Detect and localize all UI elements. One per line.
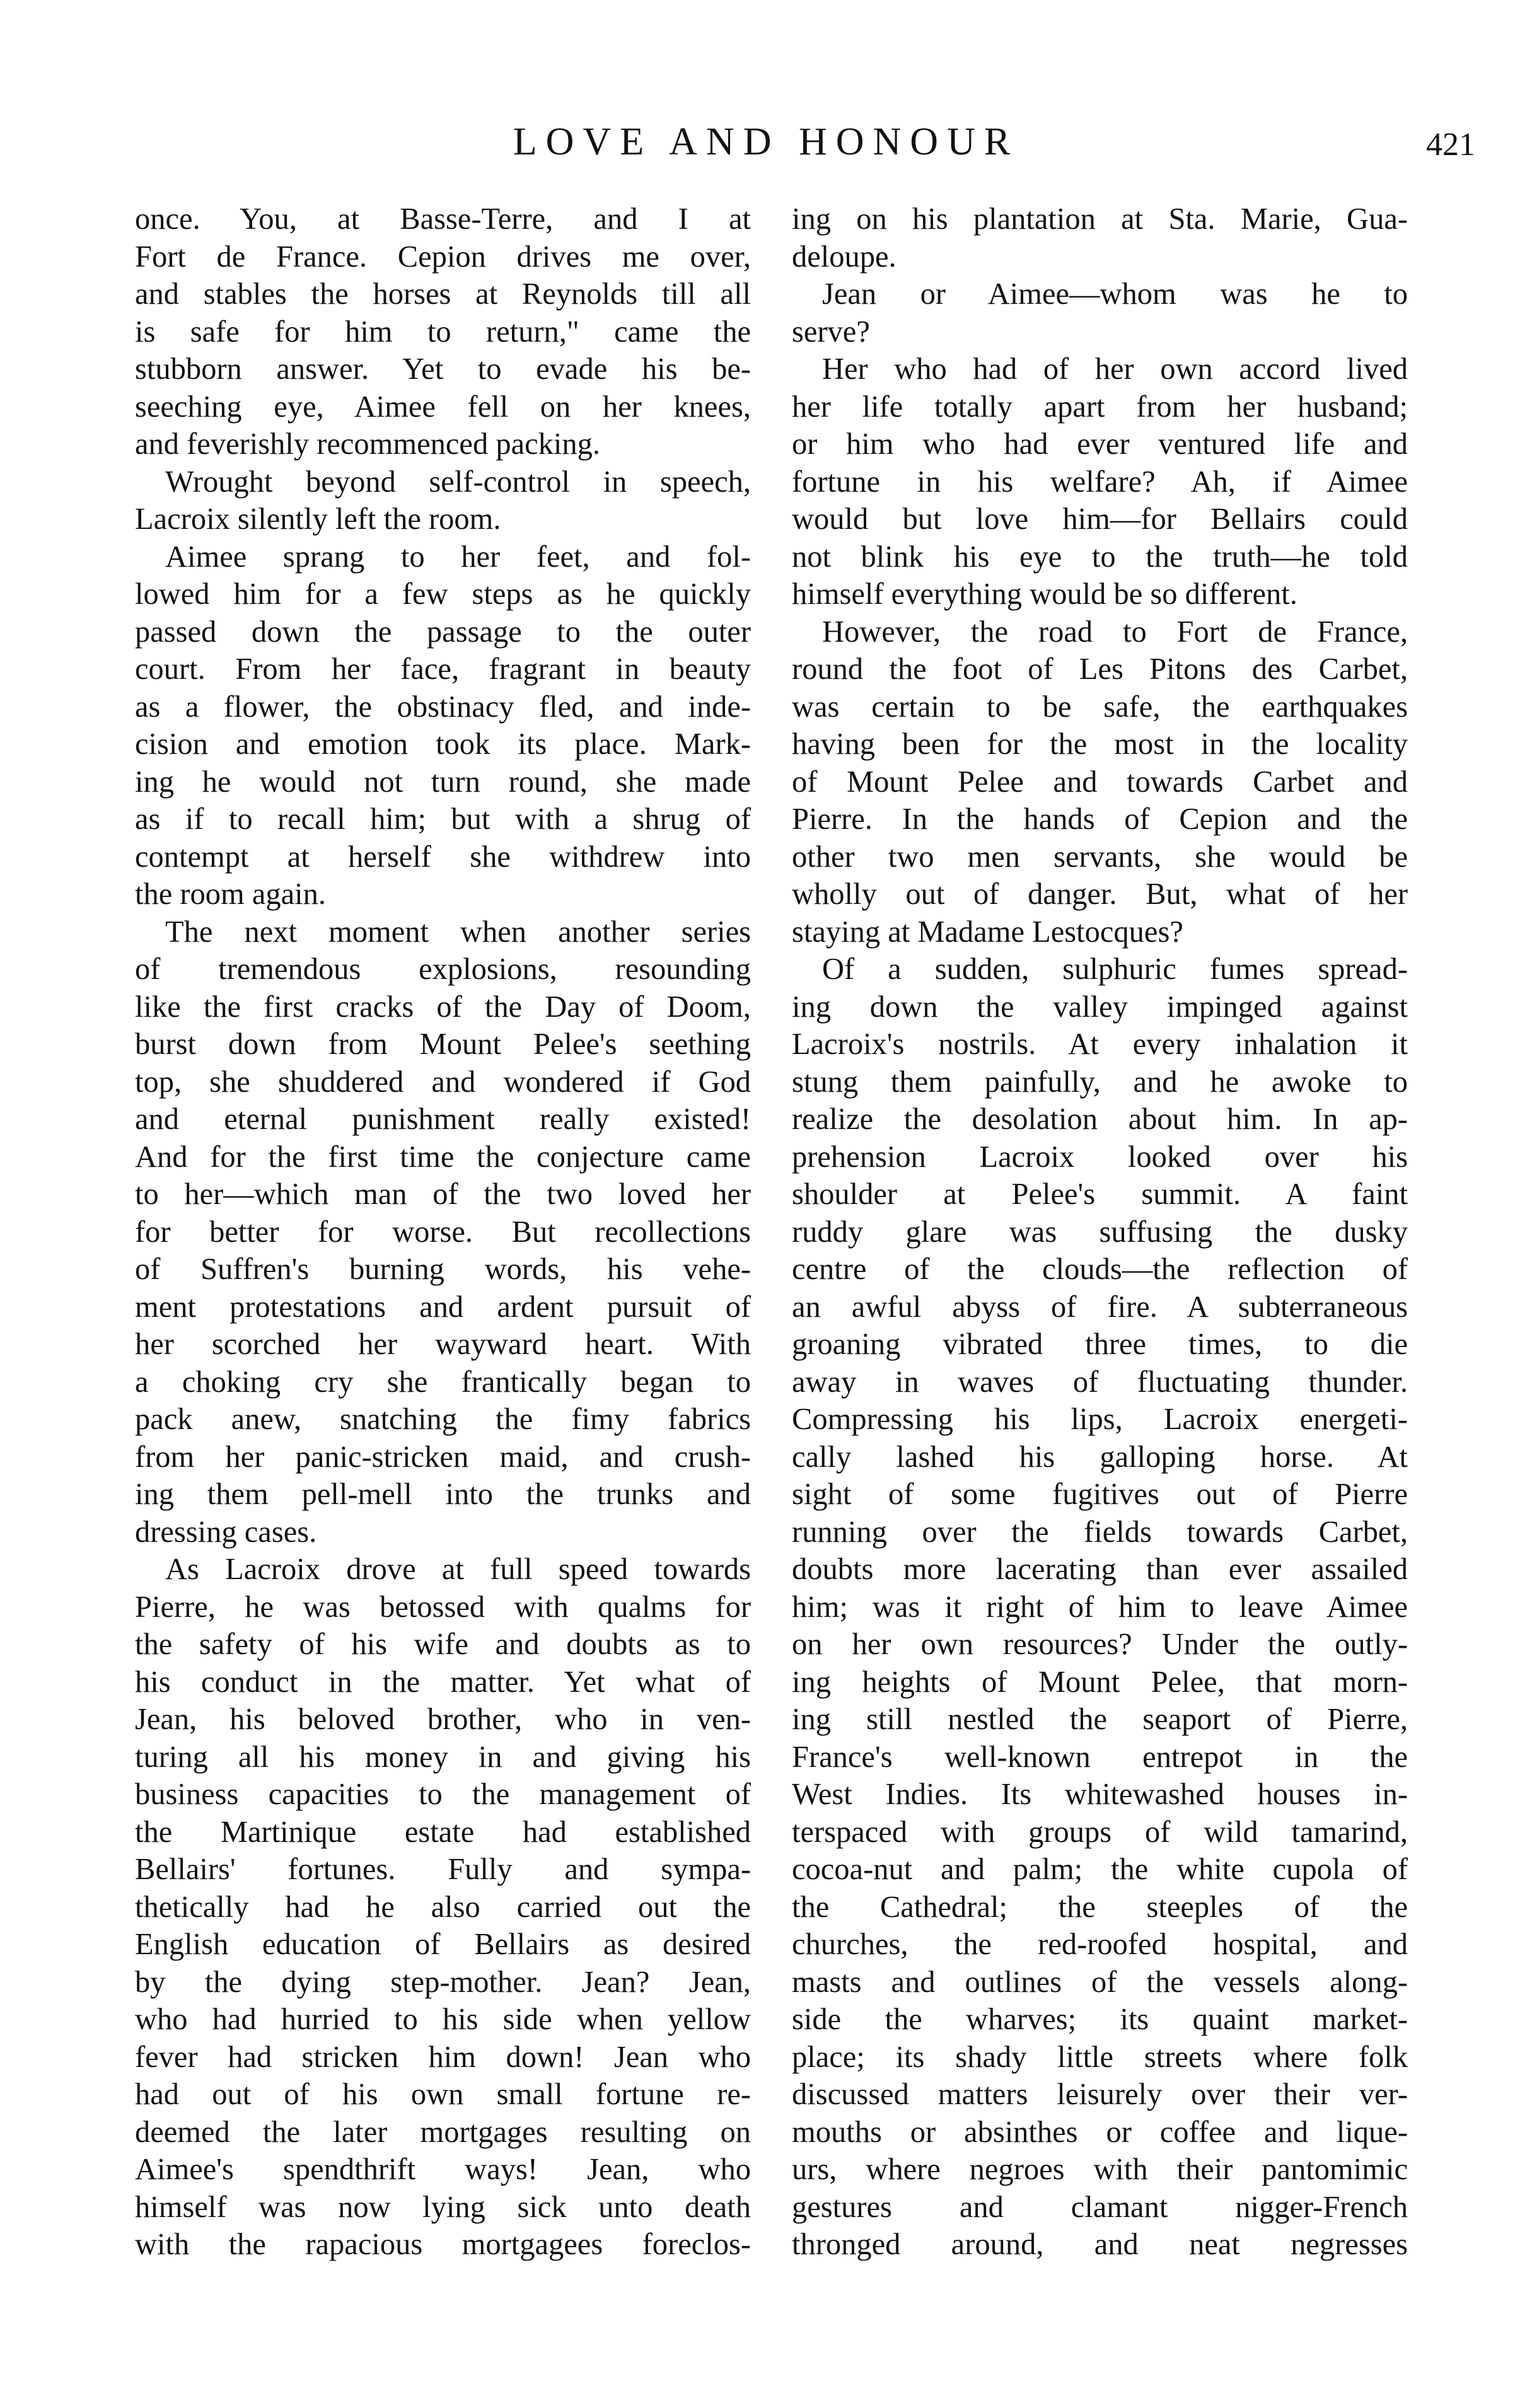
text-line: and eternal punishment really existed! [135,1103,751,1136]
text-line: English education of Bellairs as desired [135,1928,751,1961]
text-line: The next moment when another series [165,915,751,949]
text-line: seeching eye, Aimee fell on her knees, [135,390,751,424]
text-line: Jean, his beloved brother, who in ven- [135,1703,751,1736]
text-line: or him who had ever ventured life and [792,427,1408,461]
text-line: doubts more lacerating than ever assailed [792,1553,1408,1586]
text-line: masts and outlines of the vessels along- [792,1965,1408,1999]
text-line: gestures and clamant nigger-French [792,2190,1408,2224]
text-line: on her own resources? Under the outly- [792,1628,1408,1661]
text-line: sight of some fugitives out of Pierre [792,1478,1408,1511]
text-line: the Cathedral; the steeples of the [792,1890,1408,1924]
text-line: burst down from Mount Pelee's seething [135,1027,751,1061]
paragraph [135,913,751,1551]
text-line: thetically had he also carried out the [135,1890,751,1924]
text-line: who had hurried to his side when yellow [135,2003,751,2036]
text-line: Aimee sprang to her feet, and fol- [165,540,751,574]
text-line: the Martinique estate had established [135,1815,751,1849]
text-line: lowed him for a few steps as he quickly [135,577,751,611]
text-line: fortune in his welfare? Ah, if Aimee [792,465,1408,499]
paragraph [135,463,751,538]
text-line: mouths or absinthes or coffee and lique- [792,2115,1408,2149]
text-line: Compressing his lips, Lacroix energeti- [792,1403,1408,1436]
text-line: cally lashed his galloping horse. At [792,1440,1408,1474]
text-line: Wrought beyond self-control in speech, [165,465,751,499]
paragraph [792,613,1408,951]
text-line: groaning vibrated three times, to die [792,1328,1408,1361]
text-line: running over the fields towards Carbet, [792,1515,1408,1549]
text-line: with the rapacious mortgagees foreclos- [135,2228,751,2261]
text-line: prehension Lacroix looked over his [792,1140,1408,1174]
text-line: not blink his eye to the truth—he told [792,540,1408,574]
text-column-right [792,200,1408,2264]
text-line: would but love him—for Bellairs could [792,502,1408,536]
text-line: cocoa-nut and palm; the white cupola of [792,1853,1408,1886]
text-line: urs, where negroes with their pantomimic [792,2153,1408,2186]
paragraph [135,1551,751,2264]
text-line: and feverishly recommenced packing. [135,427,600,461]
text-line: contempt at herself she withdrew into [135,840,751,874]
text-line: shoulder at Pelee's summit. A faint [792,1178,1408,1211]
text-line: ing heights of Mount Pelee, that morn- [792,1665,1408,1699]
text-line: cision and emotion took its place. Mark- [135,727,751,761]
text-line: stubborn answer. Yet to evade his be- [135,352,751,386]
text-line: Lacroix silently left the room. [135,502,501,536]
text-line: of tremendous explosions, resounding [135,952,751,986]
text-line: deemed the later mortgages resulting on [135,2115,751,2149]
text-line: dressing cases. [135,1515,317,1549]
text-line: ing down the valley impinged against [792,990,1408,1024]
text-line: a choking cry she frantically began to [135,1365,751,1399]
text-line: churches, the red-roofed hospital, and [792,1928,1408,1961]
text-line: turing all his money in and giving his [135,1740,751,1774]
text-line: round the foot of Les Pitons des Carbet, [792,652,1408,686]
text-line: fever had stricken him down! Jean who [135,2040,751,2074]
text-line: as if to recall him; but with a shrug of [135,802,751,836]
text-line: Pierre. In the hands of Cepion and the [792,802,1408,836]
text-line: place; its shady little streets where folk [792,2040,1408,2074]
text-line: stung them painfully, and he awoke to [792,1065,1408,1099]
text-line: ing them pell-mell into the trunks and [135,1478,751,1511]
text-line: an awful abyss of fire. A subterraneous [792,1290,1408,1324]
paragraph [792,951,1408,2264]
text-line: discussed matters leisurely over their ver- [792,2078,1408,2111]
text-line: himself was now lying sick unto death [135,2190,751,2224]
text-line: serve? [792,315,870,349]
text-line: Lacroix's nostrils. At every inhalation it [792,1027,1408,1061]
text-line: West Indies. Its whitewashed houses in- [792,1778,1408,1811]
text-line: And for the first time the conjecture came [135,1140,751,1174]
text-line: ing he would not turn round, she made [135,765,751,799]
text-line: As Lacroix drove at full speed towards [165,1553,751,1586]
text-line: like the first cracks of the Day of Doom, [135,990,751,1024]
text-line: Her who had of her own accord lived [822,352,1408,386]
text-line: away in waves of fluctuating thunder. [792,1365,1408,1399]
text-line: ment protestations and ardent pursuit of [135,1290,751,1324]
text-line: However, the road to Fort de France, [822,615,1408,649]
text-line: France's well-known entrepot in the [792,1740,1408,1774]
text-line: ruddy glare was suffusing the dusky [792,1215,1408,1249]
text-line: Bellairs' fortunes. Fully and sympa- [135,1853,751,1886]
text-line: business capacities to the management of [135,1778,751,1811]
text-line: once. You, at Basse-Terre, and I at [135,202,751,236]
text-line: her life totally apart from her husband; [792,390,1408,424]
text-line: wholly out of danger. But, what of her [792,877,1408,911]
text-line: terspaced with groups of wild tamarind, [792,1815,1408,1849]
paragraph [792,200,1408,275]
text-line: and stables the horses at Reynolds till all [135,277,751,311]
text-line: Of a sudden, sulphuric fumes spread- [822,952,1408,986]
text-line: thronged around, and neat negresses [792,2228,1408,2261]
paragraph [135,538,751,913]
text-line: his conduct in the matter. Yet what of [135,1665,751,1699]
text-line: passed down the passage to the outer [135,615,751,649]
text-line: of Mount Pelee and towards Carbet and [792,765,1408,799]
text-line: is safe for him to return," came the [135,315,751,349]
text-line: side the wharves; its quaint market- [792,2003,1408,2036]
text-line: had out of his own small fortune re- [135,2078,751,2111]
text-column-left [135,200,751,2264]
text-line: Jean or Aimee—whom was he to [822,277,1408,311]
text-line: realize the desolation about him. In ap- [792,1103,1408,1136]
running-title: LOVE AND HONOUR [513,120,1019,163]
text-line: top, she shuddered and wondered if God [135,1065,751,1099]
text-line: for better for worse. But recollections [135,1215,751,1249]
page-number: 421 [1426,127,1475,163]
text-line: Pierre, he was betossed with qualms for [135,1590,751,1624]
text-line: pack anew, snatching the fimy fabrics [135,1403,751,1436]
text-line: the room again. [135,877,327,911]
text-line: ing on his plantation at Sta. Marie, Gua- [792,202,1408,236]
text-line: by the dying step-mother. Jean? Jean, [135,1965,751,1999]
text-line: having been for the most in the locality [792,727,1408,761]
text-line: centre of the clouds—the reflection of [792,1253,1408,1286]
text-line: of Suffren's burning words, his vehe- [135,1253,751,1286]
text-line: her scorched her wayward heart. With [135,1328,751,1361]
text-line: staying at Madame Lestocques? [792,915,1183,949]
text-line: to her—which man of the two loved her [135,1178,751,1211]
text-line: deloupe. [792,240,897,274]
paragraph [792,275,1408,350]
text-line: Fort de France. Cepion drives me over, [135,240,751,274]
paragraph [792,350,1408,613]
text-line: ing still nestled the seaport of Pierre, [792,1703,1408,1736]
text-line: other two men servants, she would be [792,840,1408,874]
text-line: himself everything would be so different. [792,577,1297,611]
text-line: was certain to be safe, the earthquakes [792,690,1408,724]
text-line: court. From her face, fragrant in beauty [135,652,751,686]
text-line: from her panic-stricken maid, and crush- [135,1440,751,1474]
text-line: the safety of his wife and doubts as to [135,1628,751,1661]
text-line: Aimee's spendthrift ways! Jean, who [135,2153,751,2186]
text-line: him; was it right of him to leave Aimee [792,1590,1408,1624]
paragraph [135,200,751,463]
text-line: as a flower, the obstinacy fled, and inde- [135,690,751,724]
